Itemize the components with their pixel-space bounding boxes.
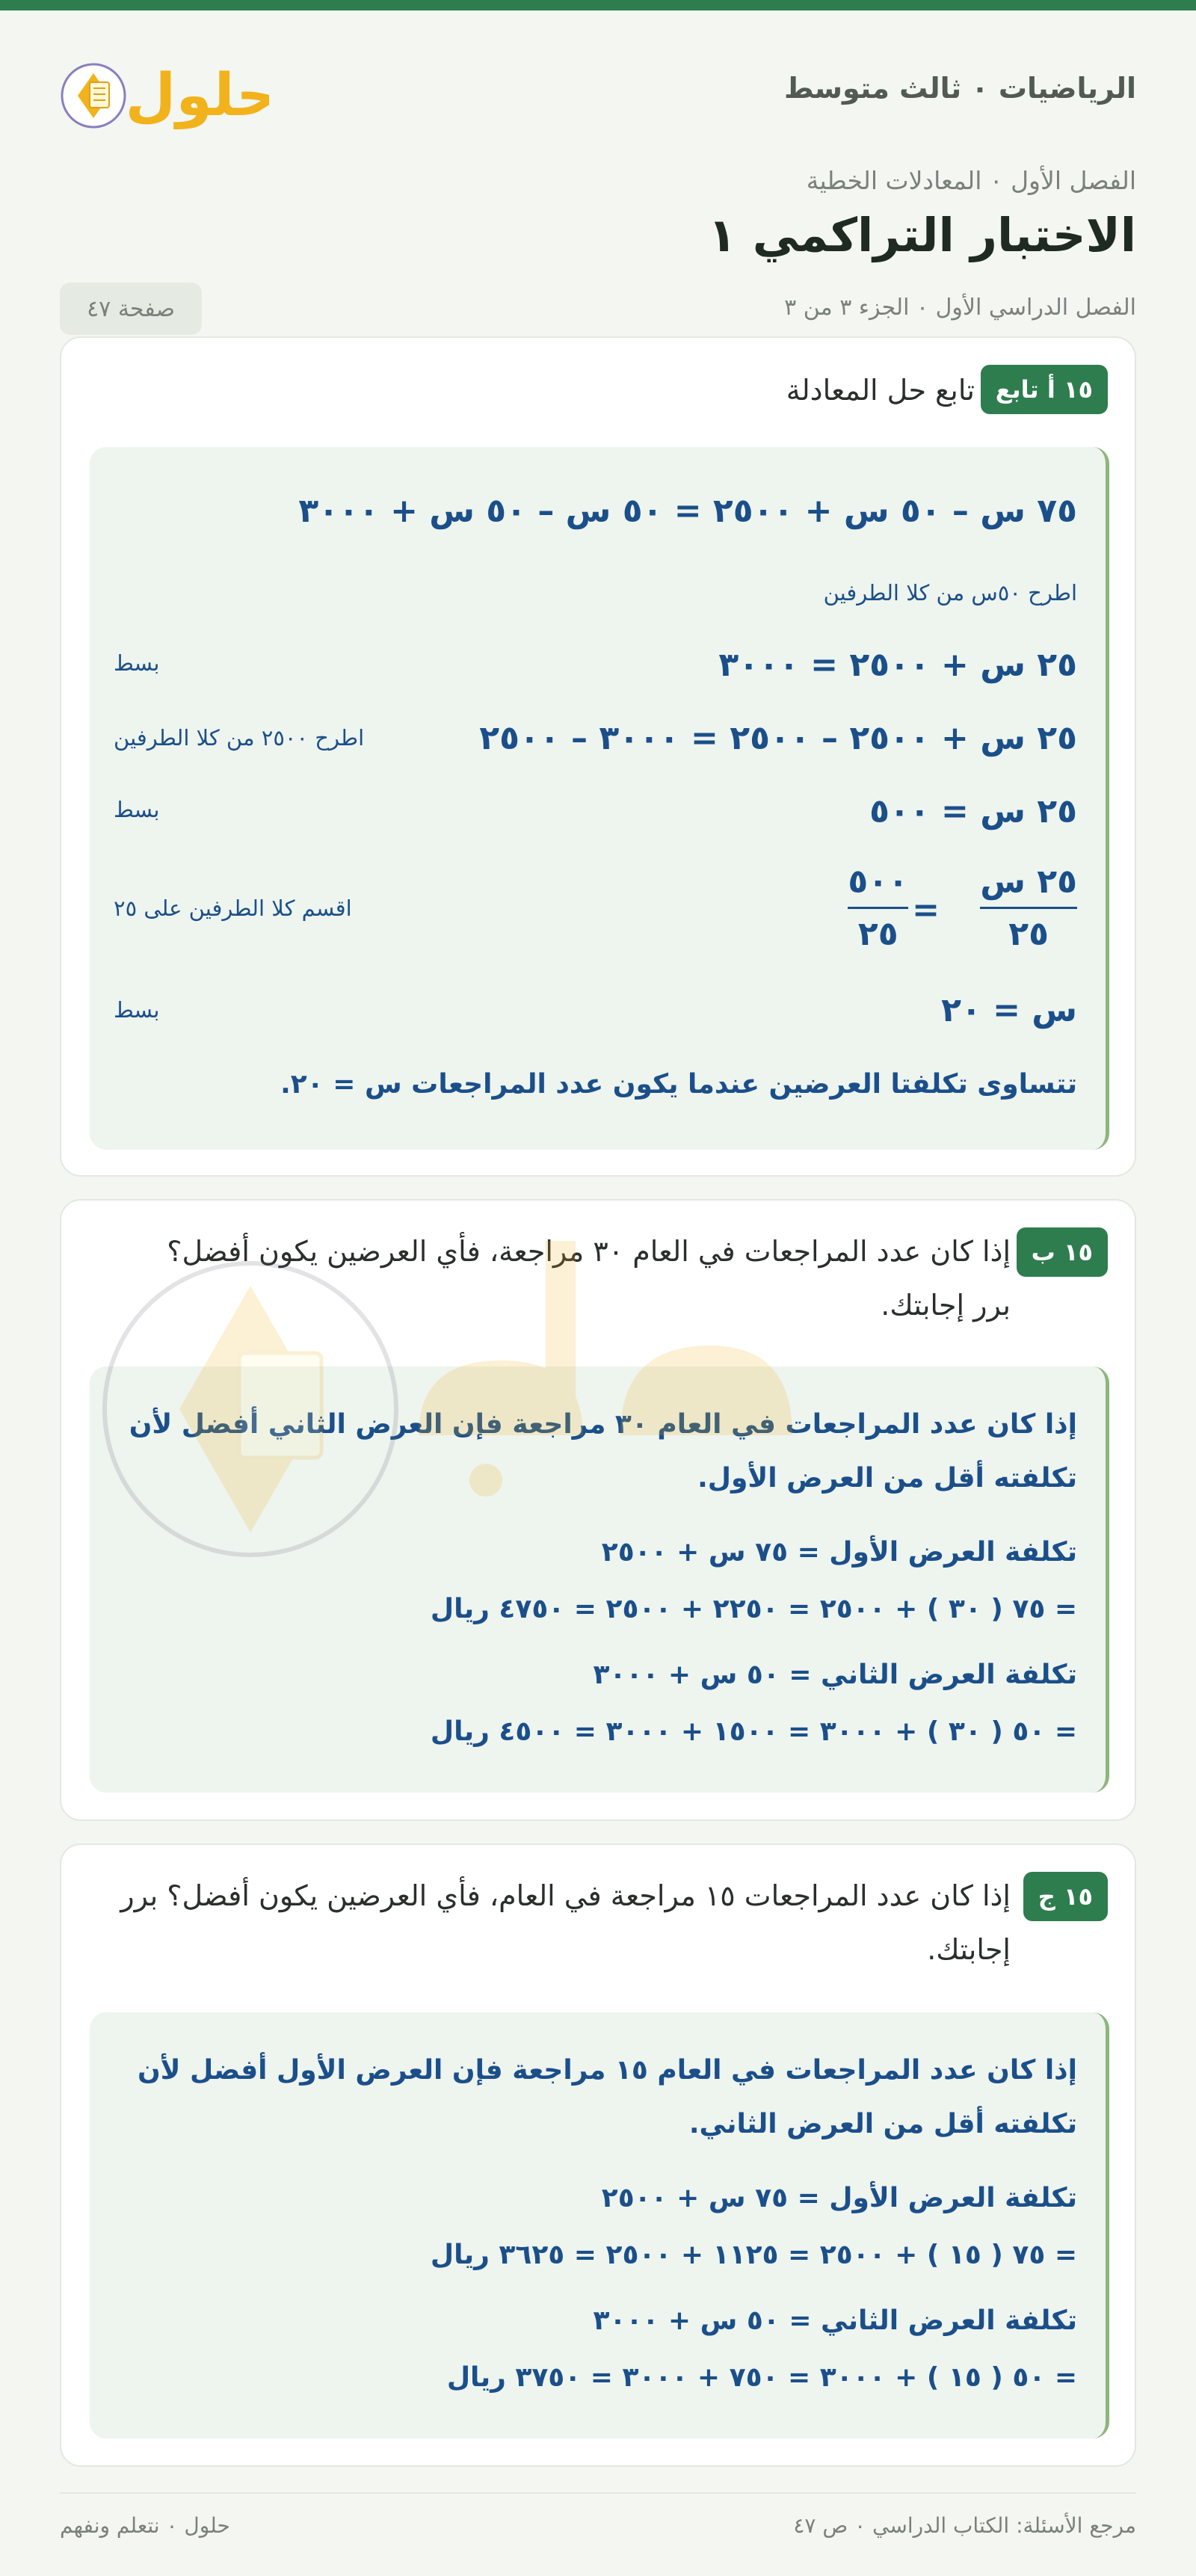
cost-offer-2-calc: = ٥٠ ( ٣٠ ) + ٣٠٠٠ = ١٥٠٠ + ٣٠٠٠ = ٤٥٠٠ ريال xyxy=(430,1716,1077,1747)
step-note-6: بسط xyxy=(114,997,160,1023)
cost-offer-2-calc: = ٥٠ ( ١٥ ) + ٣٠٠٠ = ٧٥٠ + ٣٠٠٠ = ٣٧٥٠ ريال xyxy=(446,2362,1077,2393)
step-note-5: اقسم كلا الطرفين على ٢٥ xyxy=(114,896,352,921)
step-note-2: بسط xyxy=(114,650,160,676)
solution-box xyxy=(90,1366,1109,1793)
step-note-3: اطرح ٢٥٠٠ من كلا الطرفين xyxy=(114,725,365,751)
page-title: الاختبار التراكمي ١ xyxy=(708,208,1136,262)
question-card-15c xyxy=(60,1843,1136,2467)
fraction-right-bar xyxy=(848,907,908,909)
cost-offer-1-calc: = ٧٥ ( ٣٠ ) + ٢٥٠٠ = ٢٢٥٠ + ٢٥٠٠ = ٤٧٥٠ ريال xyxy=(430,1594,1077,1624)
chapter-label: الفصل الأول ٠ المعادلات الخطية xyxy=(806,166,1136,195)
conclusion-text: تتساوى تكلفتا العرضين عندما يكون عدد المراجعات س = ٢٠. xyxy=(280,1069,1077,1100)
footer-divider xyxy=(60,2492,1136,2494)
solution-box xyxy=(90,447,1109,1150)
fraction-left xyxy=(980,863,1077,953)
question-number-badge: ١٥ أ تابع xyxy=(981,365,1108,414)
fraction-right-denominator: ٢٥ xyxy=(857,915,898,953)
equation-step-2: ٢٥ س + ٢٥٠٠ = ٣٠٠٠ xyxy=(718,646,1077,684)
step-note-1: اطرح ٥٠س من كلا الطرفين xyxy=(823,580,1077,606)
question-number-badge: ١٥ ج xyxy=(1023,1872,1108,1921)
solution-box xyxy=(90,2012,1109,2438)
question-number-badge: ١٥ ب xyxy=(1017,1227,1108,1277)
footer-source: مرجع الأسئلة: الكتاب الدراسي ٠ ص ٤٧ xyxy=(793,2513,1136,2538)
cost-offer-1-calc: = ٧٥ ( ١٥ ) + ٢٥٠٠ = ١١٢٥ + ٢٥٠٠ = ٣٦٢٥ ريال xyxy=(430,2240,1077,2270)
logo-mark xyxy=(60,49,269,132)
fraction-right-numerator: ٥٠٠ xyxy=(848,863,908,901)
question-text: تابع حل المعادلة xyxy=(786,374,975,407)
fraction-left-numerator: ٢٥ س xyxy=(980,863,1077,901)
cost-offer-2-formula: تكلفة العرض الثاني = ٥٠ س + ٣٠٠٠ xyxy=(593,2305,1077,2336)
equation-step-3: ٢٥ س + ٢٥٠٠ – ٢٥٠٠ = ٣٠٠٠ – ٢٥٠٠ xyxy=(479,719,1077,757)
subject-label: الرياضيات ٠ ثالث متوسط xyxy=(783,72,1136,105)
cost-offer-1-formula: تكلفة العرض الأول = ٧٥ س + ٢٥٠٠ xyxy=(601,2183,1077,2213)
semester-label: الفصل الدراسي الأول ٠ الجزء ٣ من ٣ xyxy=(784,295,1136,321)
equation-step-6: س = ٢٠ xyxy=(941,991,1077,1029)
answer-text: إذا كان عدد المراجعات في العام ٣٠ مراجعة فإن العرض الثاني أفضل لأن تكلفته أقل من العرض الأول. xyxy=(129,1409,1077,1494)
page-number-badge: صفحة ٤٧ xyxy=(60,283,202,335)
fraction-equals-sign: = xyxy=(912,891,940,929)
footer-tagline: حلول ٠ نتعلم ونفهم xyxy=(60,2513,230,2538)
fraction-right xyxy=(848,863,908,953)
cost-offer-1-formula: تكلفة العرض الأول = ٧٥ س + ٢٥٠٠ xyxy=(601,1537,1077,1568)
question-text: إذا كان عدد المراجعات في العام ٣٠ مراجعة، فأي العرضين يكون أفضل؟ برر إجابتك. xyxy=(167,1235,1011,1322)
logo-text: حلول xyxy=(125,62,269,129)
question-card-15b xyxy=(60,1199,1136,1821)
question-card-15a xyxy=(60,336,1136,1177)
fraction-left-denominator: ٢٥ xyxy=(1008,915,1049,953)
cost-offer-2-formula: تكلفة العرض الثاني = ٥٠ س + ٣٠٠٠ xyxy=(593,1660,1077,1690)
brand-logo[interactable] xyxy=(60,49,269,132)
answer-text: إذا كان عدد المراجعات في العام ١٥ مراجعة فإن العرض الأول أفضل لأن تكلفته أقل من العرض الثاني. xyxy=(137,2055,1077,2139)
equation-step-4: ٢٥ س = ٥٠٠ xyxy=(869,792,1077,831)
fraction-left-bar xyxy=(980,907,1077,909)
step-note-4: بسط xyxy=(114,797,160,822)
top-accent-bar xyxy=(0,0,1196,10)
equation-step-1: ٧٥ س – ٥٠ س + ٢٥٠٠ = ٥٠ س – ٥٠ س + ٣٠٠٠ xyxy=(298,492,1077,530)
question-text: إذا كان عدد المراجعات ١٥ مراجعة في العام، فأي العرضين يكون أفضل؟ برر إجابتك. xyxy=(120,1879,1011,1966)
